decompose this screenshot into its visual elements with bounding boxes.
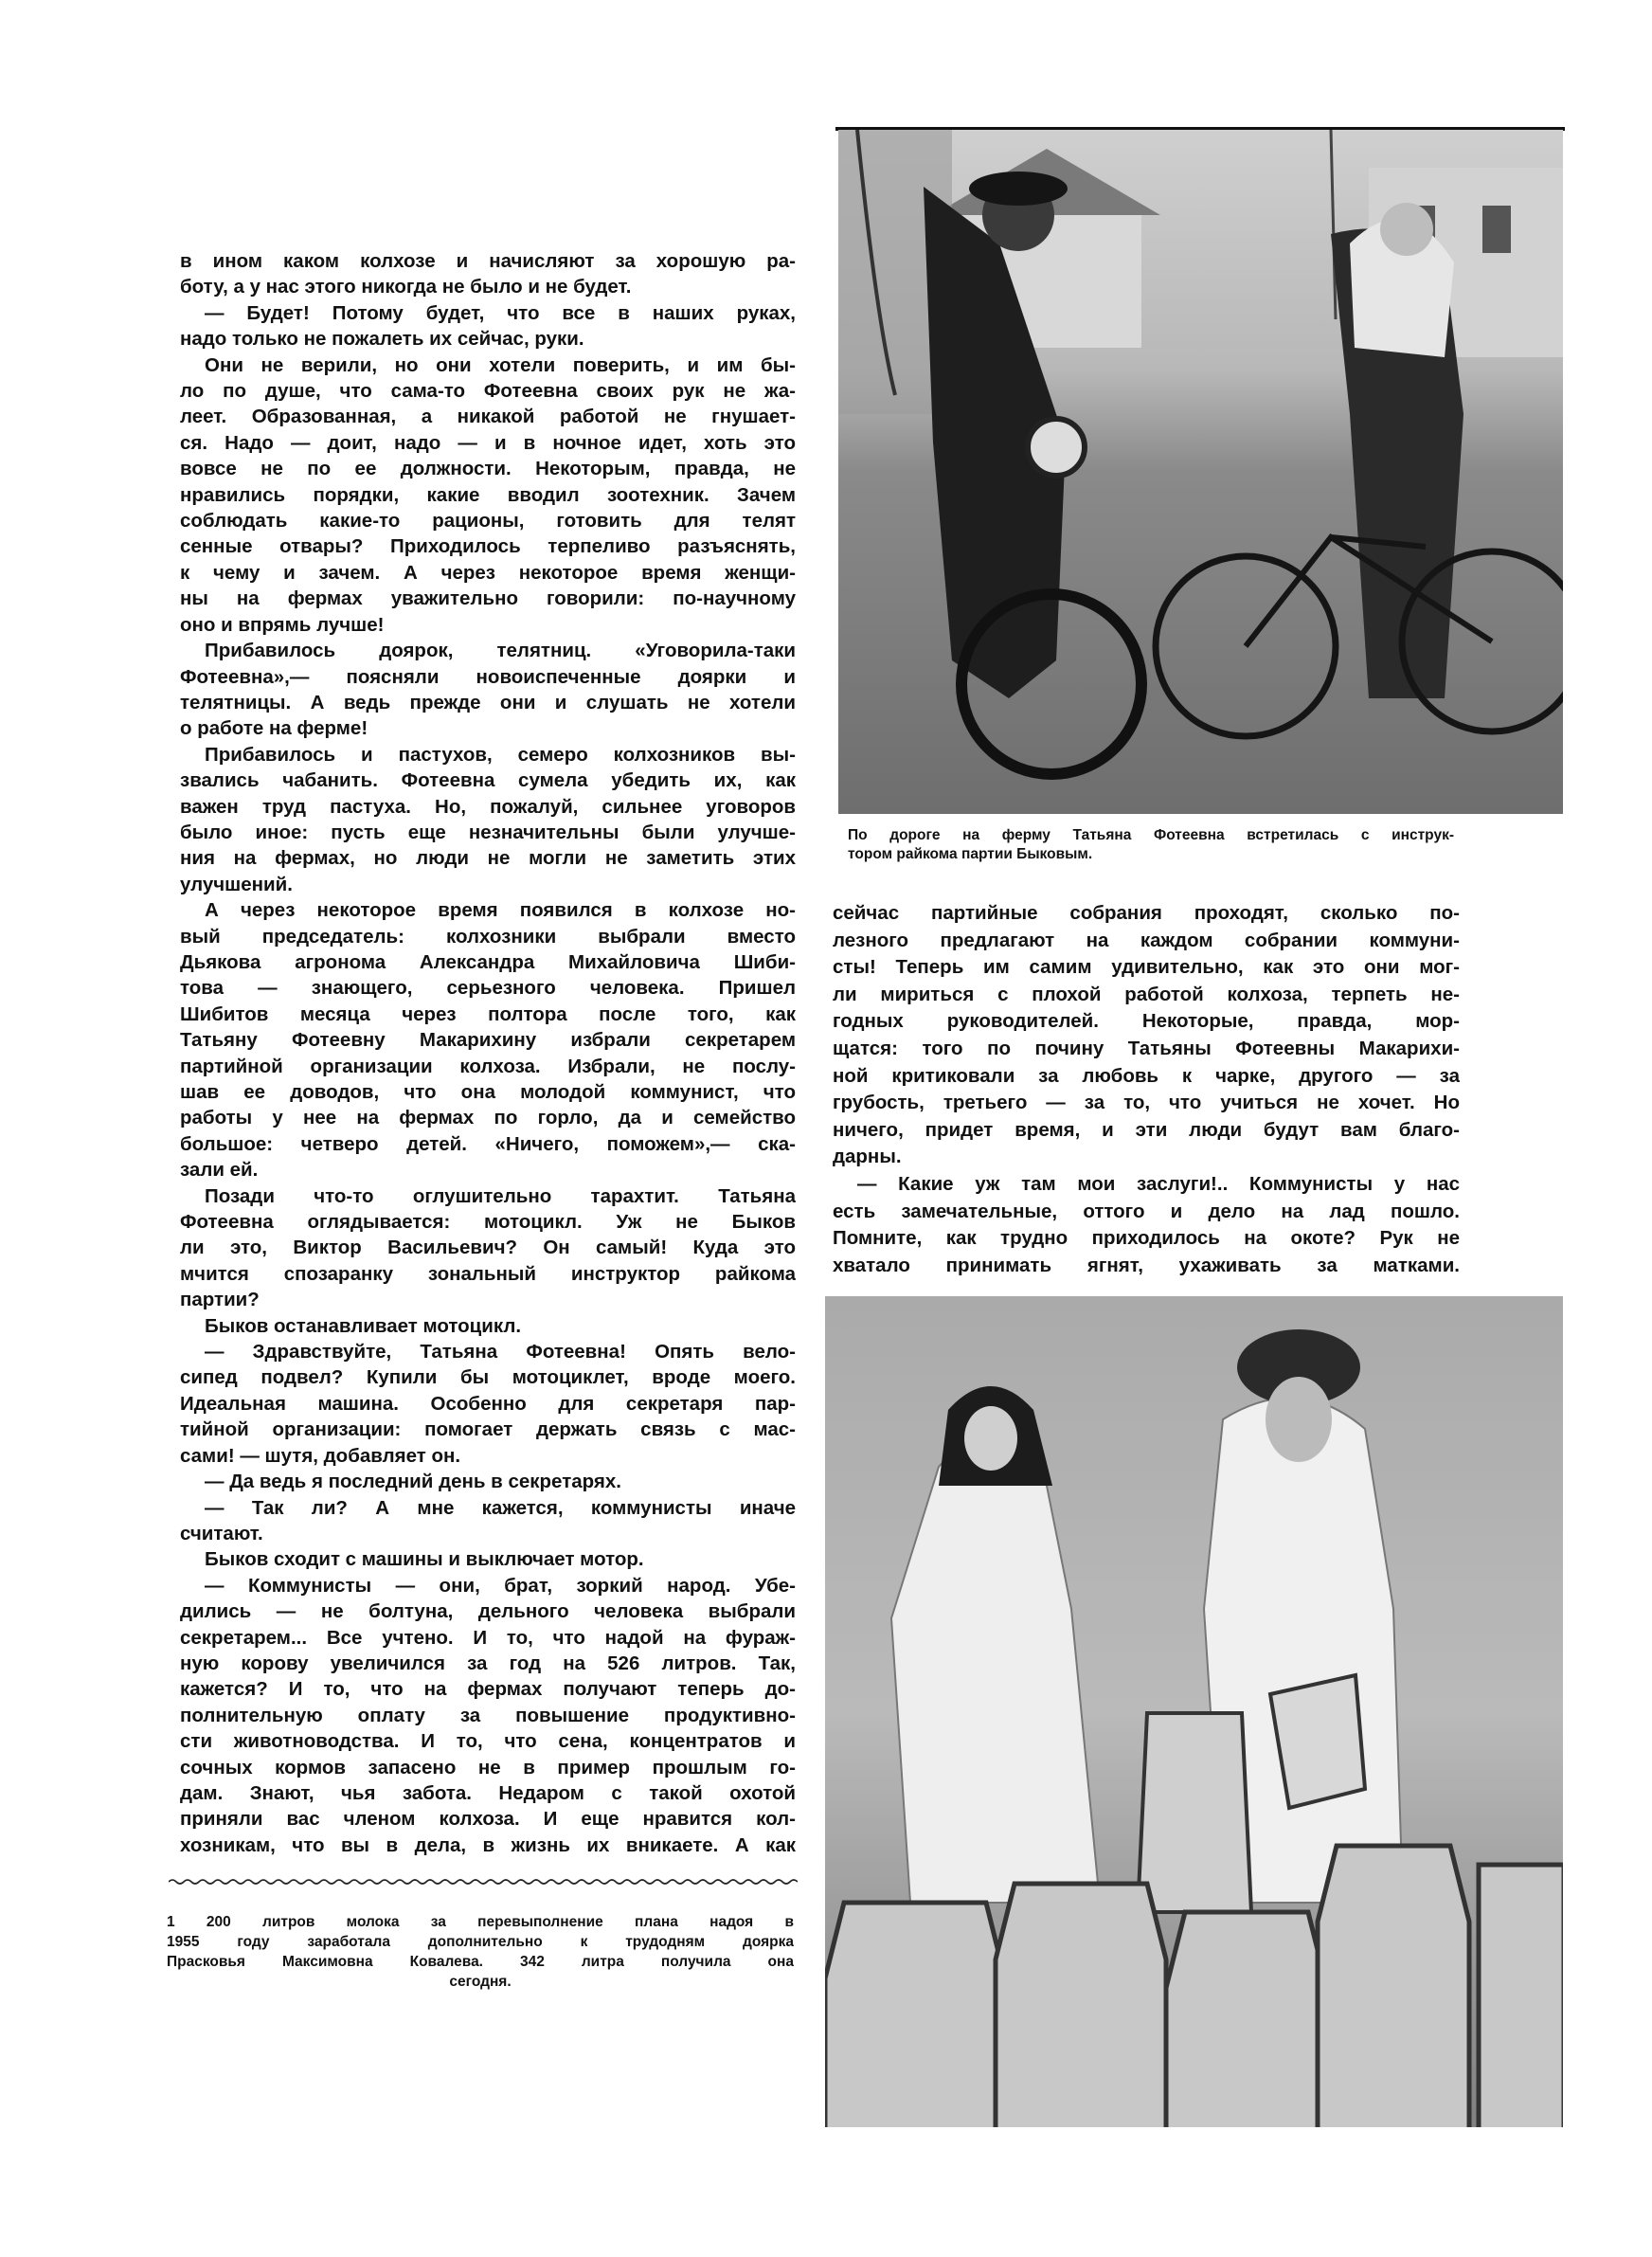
text-line: По дороге на ферму Татьяна Фотеевна встретилась с инструк- [848,827,1454,843]
text-line: — Да ведь я последний день в секретарях. [205,1471,621,1493]
text-line: — Какие уж там мои заслуги!.. Коммунисты у нас [857,1172,1460,1195]
text-line: ную корову увеличился за год на 526 литров. Так, [180,1652,796,1674]
photo-motorcycle-bicycle-meeting [838,130,1563,814]
text-line: Фотеевна оглядывается: мотоцикл. Уж не Быков [180,1211,796,1234]
text-line: мчится спозаранку зональный инструктор райкома [180,1262,796,1285]
text-line: щатся: того по почину Татьяны Фотеевны Макарихи- [833,1037,1460,1059]
text-line: дились — не болтуна, дельного человека выбрали [180,1600,796,1623]
text-line: Прибавилось доярок, телятниц. «Уговорила-таки [205,640,796,662]
paragraph [180,1495,796,1547]
text-line: Шибитов месяца через полтора после того, как [180,1002,796,1025]
text-line: улучшений. [180,873,293,895]
text-line: — Здравствуйте, Татьяна Фотеевна! Опять вело- [205,1341,796,1363]
text-line: приняли вас членом колхоза. И еще нравится кол- [180,1808,796,1831]
text-line: лезного предлагают на каждом собрании коммуни- [833,929,1460,951]
text-line: 1 200 литров молока за перевыполнение плана надоя в [167,1914,794,1930]
photo-caption [848,826,1454,864]
text-line: — Будет! Потому будет, что все в наших руках, [205,301,796,324]
text-line: годных руководителей. Некоторые, правда, мор- [833,1010,1460,1033]
paragraph [180,300,796,352]
paragraph [180,1573,796,1858]
text-line: тийной организации: помогает держать связь с мас- [180,1418,796,1441]
text-line: сти животноводства. И то, что сена, концентратов и [180,1730,796,1753]
paragraph [180,352,796,638]
text-line: боту, а у нас этого никогда не было и не будет. [180,276,632,298]
text-line: ной критиковали за любовь к чарке, другого — за [833,1064,1460,1087]
text-line: партии? [180,1289,260,1311]
text-line: А через некоторое время появился в колхозе но- [205,899,796,922]
text-line: Быков сходит с машины и выключает мотор. [205,1548,644,1571]
text-line: Помните, как трудно приходилось на окоте? Рук не [833,1227,1460,1250]
text-line: работы у нее на фермах по горло, да и семейство [180,1107,796,1129]
paragraph [180,1469,796,1494]
text-line: секретарем... Все учтено. И то, что надой на фураж- [180,1626,796,1649]
text-line: Прибавилось и пастухов, семеро колхозников вы- [205,743,796,766]
text-line: большое: четверо детей. «Ничего, поможем»,— ска- [180,1132,796,1155]
text-line: соблюдать какие-то рационы, готовить для телят [180,510,796,533]
text-line: Дьякова агронома Александра Михайловича Шиби- [180,950,796,973]
text-line: к чему и зачем. А через некоторое время женщи- [180,561,796,584]
text-line: есть замечательные, оттого и дело на лад пошло. [833,1200,1460,1222]
text-line: ничего, придет время, и эти люди будут вам благо- [833,1118,1460,1141]
text-line: важен труд пастуха. Но, пожалуй, сильнее уговоров [180,795,796,818]
text-line: 1955 году заработала дополнительно к трудодням доярка [167,1934,794,1950]
text-line: сипед подвел? Купили бы мотоциклет, вроде моего. [180,1366,796,1389]
text-line: леет. Образованная, а никакой работой не гнушает- [180,406,796,428]
text-line: дарны. [833,1146,902,1168]
text-line: нравились порядки, какие вводил зоотехник. Зачем [180,483,796,506]
text-line: кажется? И то, что на фермах получают теперь до- [180,1678,796,1701]
footnote [167,1912,794,1992]
text-line: грубость, третьего — за то, что учиться не хочет. Но [833,1092,1460,1114]
right-text-column [833,900,1460,1279]
text-line: хозникам, что вы в дела, в жизнь их вникаете. А как [180,1833,796,1856]
text-line: ли это, Виктор Васильевич? Он самый! Куда это [180,1237,796,1259]
text-line: сочных кормов запасено не в пример прошлым го- [180,1756,796,1779]
text-line: Фотеевна»,— поясняли новоиспеченные доярки и [180,665,796,688]
text-line: Идеальная машина. Особенно для секретаря пар- [180,1392,796,1415]
paragraph [180,638,796,742]
text-line: ли мириться с плохой работой колхоза, терпеть не- [833,983,1460,1005]
wavy-divider [169,1876,798,1887]
paragraph [180,1183,796,1313]
text-line: телятницы. А ведь прежде они и слушать не хотели [180,691,796,713]
paragraph [833,1171,1460,1279]
text-line: дам. Знают, чья забота. Недаром с такой охотой [180,1781,796,1804]
text-line: оно и впрямь лучше! [180,613,385,636]
text-line: Позади что-то оглушительно тарахтит. Татьяна [205,1184,796,1207]
text-line: надо только не пожалеть их сейчас, руки. [180,328,584,351]
text-line: сегодня. [449,1974,512,1990]
text-line: зали ей. [180,1159,259,1182]
text-line: сенные отвары? Приходилось терпеливо разъяснять, [180,535,796,558]
paragraph [180,897,796,1183]
photo-milk-cans [825,1296,1563,2127]
text-line: тором райкома партии Быковым. [848,846,1093,862]
paragraph [180,742,796,897]
text-line: хватало принимать ягнят, ухаживать за матками. [833,1254,1460,1276]
paragraph [180,1339,796,1469]
paragraph [180,1546,796,1572]
text-line: о работе на ферме! [180,717,368,740]
text-line: Татьяну Фотеевну Макарихину избрали секретарем [180,1029,796,1052]
text-line: — Коммунисты — они, брат, зоркий народ. Убе- [205,1574,796,1597]
text-line: — Так ли? А мне кажется, коммунисты иначе [205,1496,796,1519]
text-line: Быков останавливает мотоцикл. [205,1314,522,1337]
text-line: ся. Надо — доит, надо — и в ночное идет, хоть это [180,431,796,454]
text-line: сами! — шутя, добавляет он. [180,1444,461,1467]
paragraph [180,1313,796,1339]
text-line: ны на фермах уважительно говорили: по-научному [180,587,796,610]
text-line: считают. [180,1522,263,1544]
text-line: вовсе не по ее должности. Некоторым, правда, не [180,458,796,480]
text-line: вый председатель: колхозники выбрали вместо [180,925,796,948]
text-line: ния на фермах, но люди не могли не заметить этих [180,847,796,870]
text-line: ло по душе, что сама-то Фотеевна своих рук не жа- [180,380,796,403]
text-line: сты! Теперь им самим удивительно, как это они мог- [833,956,1460,979]
text-line: шав ее доводов, что она молодой коммунист, что [180,1081,796,1103]
paragraph [180,248,796,300]
text-line: Прасковья Максимовна Ковалева. 342 литра получила она [167,1954,794,1970]
paragraph [833,900,1460,1171]
text-line: звались чабанить. Фотеевна сумела убедить их, как [180,769,796,792]
text-line: было иное: пусть еще незначительны были улучше- [180,821,796,843]
left-text-column [180,248,796,1858]
text-line: в ином каком колхозе и начисляют за хорошую ра- [180,250,796,272]
text-line: сейчас партийные собрания проходят, сколько по- [833,902,1460,924]
text-line: Они не верили, но они хотели поверить, и им бы- [205,353,796,376]
text-line: полнительную оплату за повышение продуктивно- [180,1704,796,1726]
text-line: партийной организации колхоза. Избрали, не послу- [180,1055,796,1077]
text-line: това — знающего, серьезного человека. Пришел [180,977,796,1000]
